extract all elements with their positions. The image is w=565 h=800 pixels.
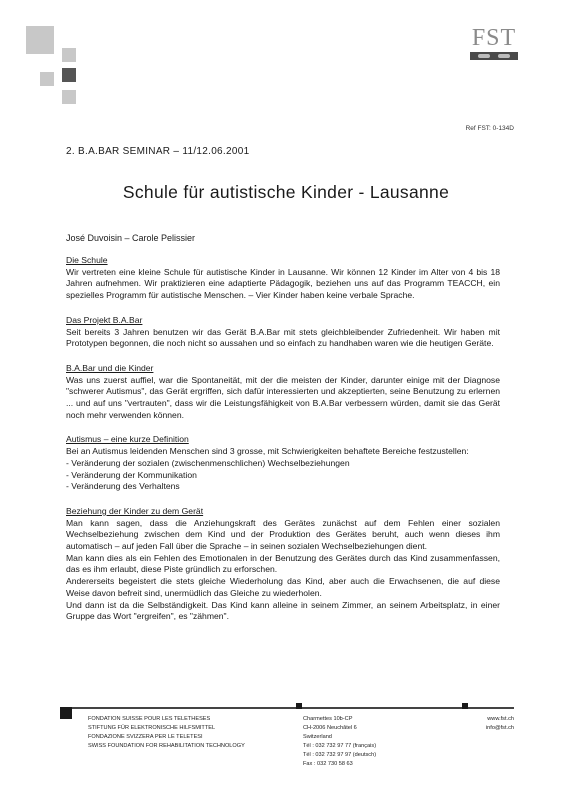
section-heading: Die Schule	[66, 255, 108, 265]
foundation-line: SWISS FOUNDATION FOR REHABILITATION TECHNOLOGY	[88, 743, 245, 750]
decor-square	[26, 26, 40, 40]
footer-divider	[60, 707, 514, 709]
paragraph: Seit bereits 3 Jahren benutzen wir das Gerät B.A.Bar mit stets gleichbleibender Zufriedenheit. Wir haben mit Prototypen begonnen, die noch nicht so aussahen und so einfach zu handhaben waren wie die heutigen Geräte.	[66, 326, 500, 349]
logo-bar	[470, 52, 518, 60]
decor-square	[62, 68, 76, 82]
reference-number: Ref FST: 0-134D	[465, 125, 514, 132]
website-link[interactable]: www.fst.ch	[487, 716, 514, 722]
list-item: - Veränderung des Verhaltens	[66, 481, 180, 492]
list-item: - Veränderung der Kommunikation	[66, 469, 197, 480]
section-die-schule	[66, 255, 500, 302]
footer-address	[303, 715, 376, 770]
seminar-line: 2. B.A.BAR SEMINAR – 11/12.06.2001	[66, 146, 250, 157]
section-heading: Autismus – eine kurze Definition	[66, 434, 189, 445]
authors: José Duvoisin – Carole Pelissier	[66, 233, 196, 243]
footer-foundation	[88, 715, 245, 751]
section-autismus	[66, 434, 500, 493]
paragraph: Man kann dies als ein Fehlen des Emotionalen in der Benutzung des Gerätes durch das Kind zusammenfassen, das es ihm erlaubt, diese Piste gründlich zu erforschen.	[66, 552, 500, 575]
decor-square	[62, 48, 76, 62]
paragraph: Wir vertreten eine kleine Schule für autistische Kinder in Lausanne. Wir können 12 Kinder im Alter von 4 bis 18 Jahren aufnehmen. Wir praktizieren eine adaptierte Pädagogik, beziehen uns auf das Programm TEACCH, ein spezielles Programm für autistische Menschen. – Vier Kinder haben keine verbale Sprache.	[66, 266, 500, 301]
section-beziehung	[66, 506, 500, 623]
footer-marker	[462, 703, 468, 709]
document-body	[66, 255, 500, 636]
paragraph: Bei an Autismus leidenden Menschen sind 3 grosse, mit Schwierigkeiten behaftete Bereiche festzustellen:	[66, 446, 469, 457]
decor-square	[62, 90, 76, 104]
footer-marker	[296, 703, 302, 709]
foundation-line: STIFTUNG FÜR ELEKTRONISCHE HILFSMITTEL	[88, 725, 216, 732]
address-line: Tél : 032 732 97 97 (deutsch)	[303, 752, 377, 759]
decor-square	[26, 40, 40, 54]
footer-web	[470, 715, 514, 733]
paragraph: Und dann ist da die Selbständigkeit. Das Kind kann alleine in seinem Zimmer, an seinem Arbeitsplatz, in einer Gruppe das Wort "ergreifen", es "zähmen".	[66, 599, 500, 622]
address-line: Tél : 032 732 97 77 (français)	[303, 743, 377, 750]
decor-square	[40, 40, 54, 54]
foundation-line: FONDATION SUISSE POUR LES TELETHESES	[88, 716, 211, 722]
list-item: - Veränderung der sozialen (zwischenmenschlichen) Wechselbeziehungen	[66, 457, 350, 468]
section-babar-kinder	[66, 363, 500, 422]
address-line: Fax : 032 730 58 63	[303, 761, 353, 768]
logo-text: FST	[471, 25, 517, 51]
foundation-line: FONDAZIONE SVIZZERA PER LE TELETESI	[88, 734, 203, 741]
section-heading: B.A.Bar und die Kinder	[66, 362, 154, 373]
bullet-list	[66, 458, 500, 493]
page-title: Schule für autistische Kinder - Lausanne	[122, 182, 450, 202]
address-line: Charmettes 10b-CP	[303, 716, 353, 722]
address-line: Switzerland	[303, 734, 332, 741]
section-heading: Das Projekt B.A.Bar	[66, 314, 143, 325]
paragraph: Was uns zuerst auffiel, war die Spontaneität, mit der die meisten der Kinder, darunter einige mit der Diagnose "schwerer Autismus", das Gerät ergriffen, sich dafür interessierten und akzeptierten, seine Benutzung zu erlernen ... und auf uns "vertrauten", dass wir die Leistungsfähigkeit von B.A.Bar verbessern würden, damit sie das Gerät noch mehr verwenden können.	[66, 374, 500, 420]
section-projekt	[66, 315, 500, 350]
section-heading: Beziehung der Kinder zu dem Gerät	[66, 505, 204, 516]
paragraph: Man kann sagen, dass die Anziehungskraft des Gerätes zunächst auf dem Fehlen einer sozialen Wechselbeziehung zwischen dem Kind und der Produktion des Gerätes beruht, auch wenn dieses ihm automatisch – auf jeden Fall über die Sprache – in seinen sozialen Wechselbeziehungen dient.	[66, 517, 500, 552]
footer-square	[60, 707, 72, 719]
email-link[interactable]: info@fst.ch	[485, 725, 514, 732]
decor-square	[40, 26, 54, 40]
fst-logo	[466, 26, 522, 66]
address-line: CH-2006 Neuchâtel 6	[303, 725, 357, 732]
decor-square	[40, 72, 54, 86]
paragraph: Andererseits begeistert die stets gleiche Wiederholung das Kind, aber auch die Erwachsenen, die auf diese Weise davon befreit sind, unermüdlich das Gleiche zu wiederholen.	[66, 576, 500, 598]
